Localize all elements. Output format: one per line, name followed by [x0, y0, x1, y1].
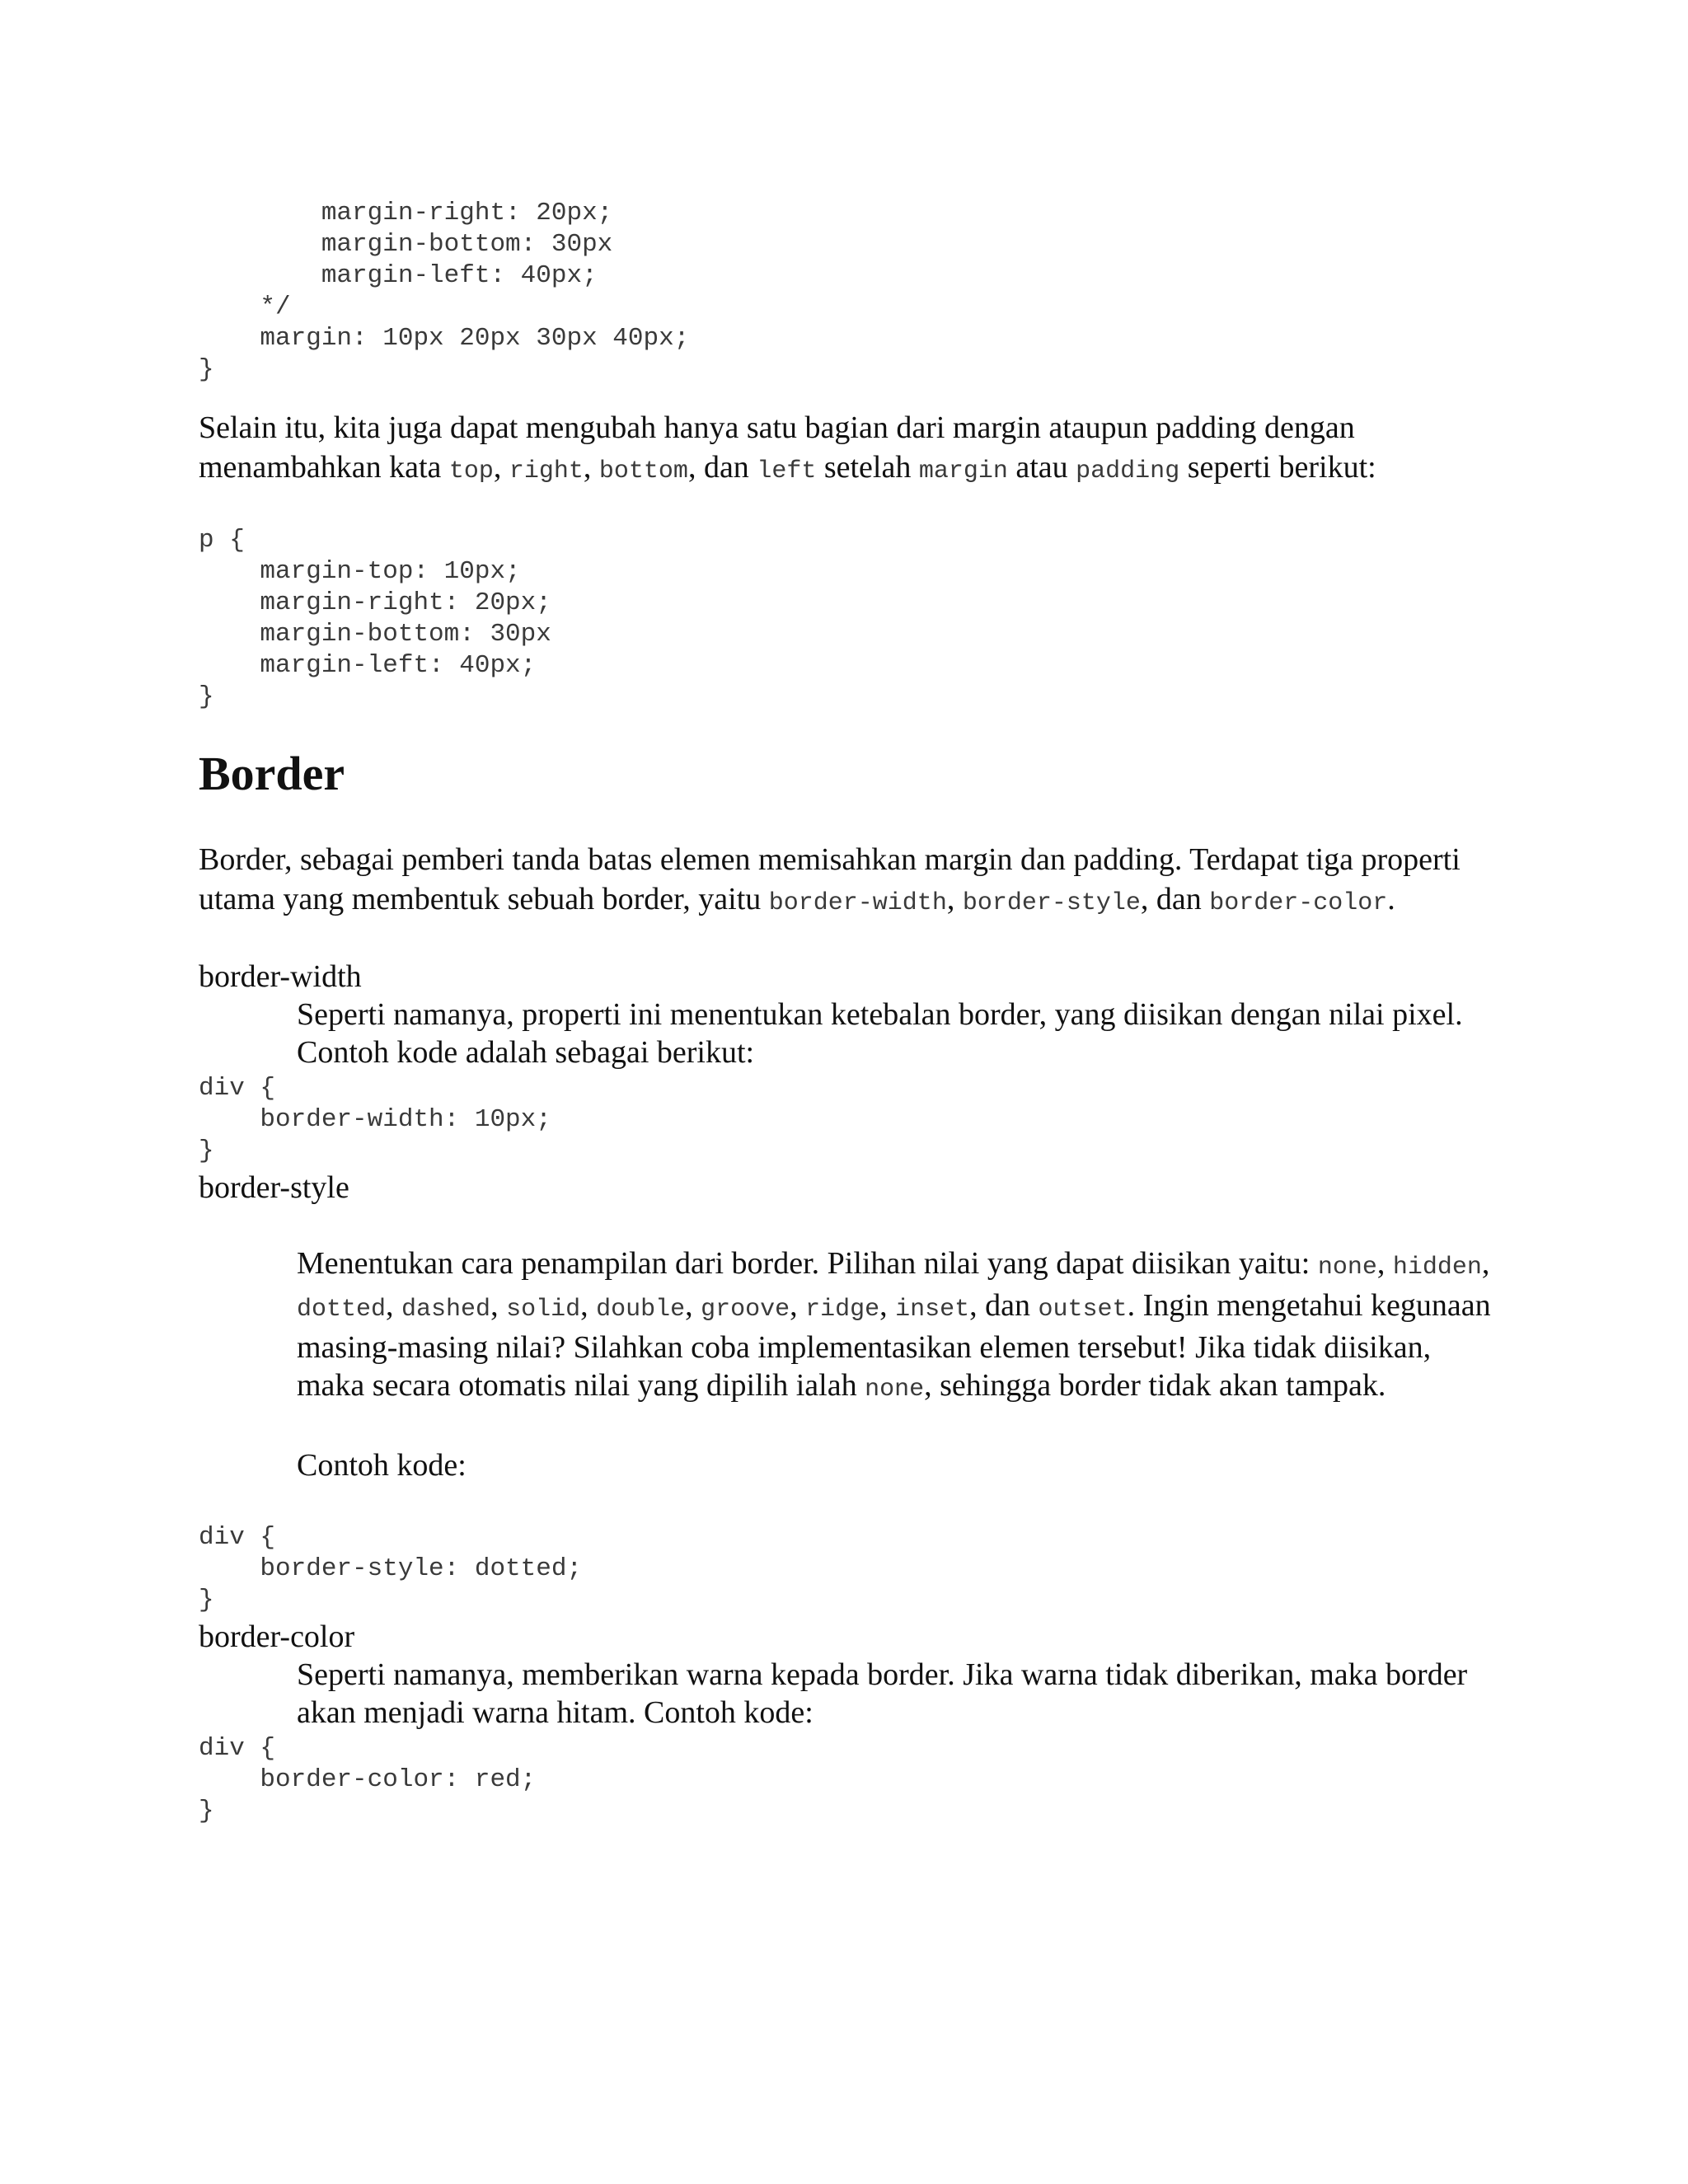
code-line: margin: 10px 20px 30px 40px; — [199, 324, 690, 353]
term-border-color: border-color — [199, 1619, 355, 1654]
code-line: } — [199, 355, 214, 384]
inline-code: inset — [895, 1296, 970, 1324]
inline-code: padding — [1076, 457, 1180, 485]
inline-code: none — [865, 1376, 925, 1404]
code-line: div { — [199, 1523, 276, 1552]
code-line: div { — [199, 1734, 276, 1763]
inline-code: top — [448, 457, 494, 485]
inline-code: dotted — [297, 1296, 387, 1324]
code-block-margin-shorthand — [199, 198, 1493, 386]
code-line: div { — [199, 1074, 276, 1103]
code-block-border-style — [199, 1522, 1493, 1616]
document-page — [199, 198, 1493, 1827]
code-line: border-style: dotted; — [199, 1554, 583, 1583]
section-title: Border — [199, 747, 345, 800]
definition-border-style: Menentukan cara penampilan dari border. Pilihan nilai yang dapat diisikan yaitu: none, hidden, dotted, dashed, solid, double, groove, ridge, inset, dan outset. Ingin mengetahui kegunaan masing-masing nilai? Silahkan coba implementasikan elemen tersebut! Jika tidak diisikan, maka secara otomatis nilai yang dipilih ialah none, sehingga border tidak akan tampak. — [297, 1246, 1491, 1404]
inline-code: border-width — [768, 889, 947, 917]
definition-border-color: Seperti namanya, memberikan warna kepada border. Jika warna tidak diberikan, maka border akan menjadi warna hitam. Contoh kode: — [297, 1657, 1468, 1730]
example-label: Contoh kode: — [297, 1448, 467, 1483]
code-block-margin-longhand — [199, 525, 1493, 713]
code-line: margin-bottom: 30px — [199, 620, 551, 649]
code-line: border-color: red; — [199, 1765, 537, 1794]
code-line: margin-bottom: 30px — [199, 230, 613, 259]
inline-code: border-color — [1209, 889, 1388, 917]
inline-code: double — [596, 1296, 686, 1324]
inline-code: margin — [918, 457, 1008, 485]
inline-code: outset — [1038, 1296, 1128, 1324]
code-line: margin-right: 20px; — [199, 588, 551, 617]
inline-code: left — [757, 457, 817, 485]
inline-code: bottom — [598, 457, 688, 485]
inline-code: solid — [506, 1296, 581, 1324]
code-block-border-color — [199, 1733, 1493, 1827]
inline-code: hidden — [1392, 1254, 1482, 1282]
code-line: */ — [199, 293, 291, 321]
inline-code: groove — [701, 1296, 790, 1324]
inline-code: dashed — [401, 1296, 491, 1324]
code-block-border-width — [199, 1073, 1493, 1167]
code-line: } — [199, 682, 214, 711]
term-border-width: border-width — [199, 959, 362, 994]
term-border-style: border-style — [199, 1170, 349, 1205]
inline-code: right — [509, 457, 584, 485]
inline-code: ridge — [805, 1296, 880, 1324]
inline-code: none — [1317, 1254, 1377, 1282]
code-line: } — [199, 1137, 214, 1165]
code-line: } — [199, 1586, 214, 1615]
paragraph-border-intro: Border, sebagai pemberi tanda batas elemen memisahkan margin dan padding. Terdapat tiga properti utama yang membentuk sebuah border, yaitu border-width, border-style, dan border-color. — [199, 842, 1461, 917]
code-line: } — [199, 1797, 214, 1825]
inline-code: border-style — [962, 889, 1141, 917]
code-line: margin-left: 40px; — [199, 651, 537, 680]
code-line: margin-right: 20px; — [199, 199, 613, 227]
definition-border-width: Seperti namanya, properti ini menentukan ketebalan border, yang diisikan dengan nilai pixel. Contoh kode adalah sebagai berikut: — [297, 997, 1463, 1070]
code-line: margin-top: 10px; — [199, 557, 521, 586]
code-line: border-width: 10px; — [199, 1105, 551, 1134]
code-line: margin-left: 40px; — [199, 261, 598, 290]
paragraph-margin-sides: Selain itu, kita juga dapat mengubah hanya satu bagian dari margin ataupun padding dengan menambahkan kata top, right, bottom, dan left setelah margin atau padding seperti berikut: — [199, 410, 1376, 485]
code-line: p { — [199, 526, 245, 555]
